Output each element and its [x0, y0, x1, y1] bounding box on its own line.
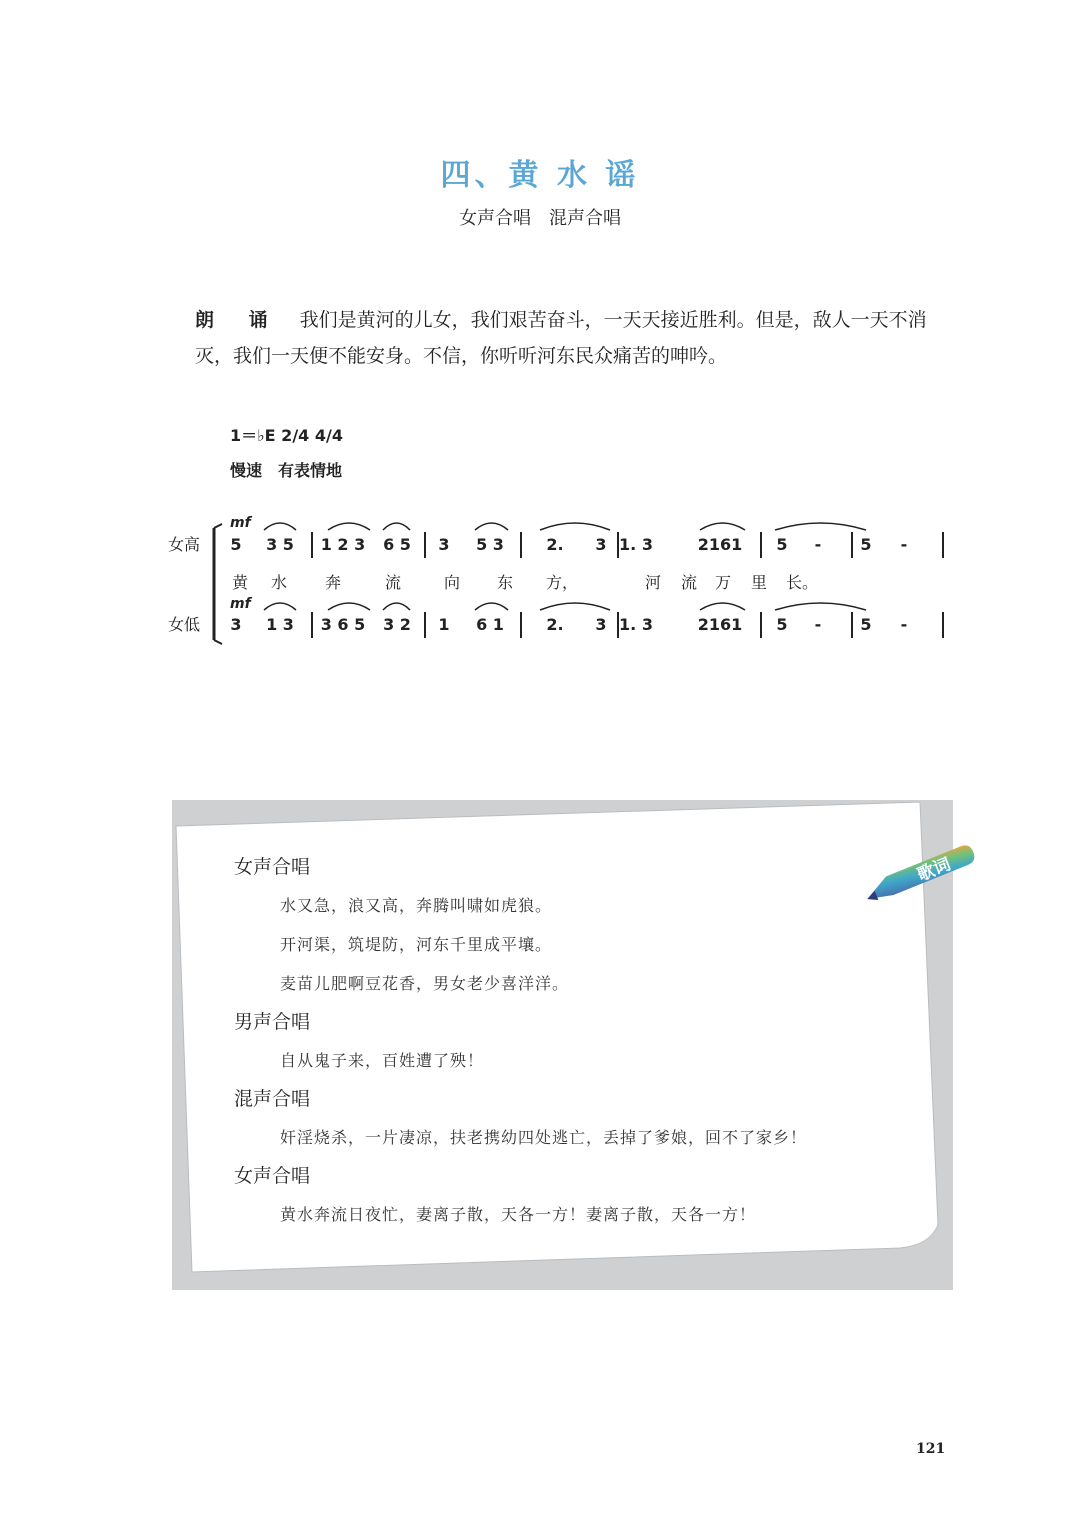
recitation-text: 我们是黄河的儿女，我们艰苦奋斗，一天天接近胜利。但是，敌人一天不消灭，我们一天便不能安身。不信，你听听河东民众痛苦的呻吟。 [195, 309, 927, 367]
lyric-syllable: 黄 [232, 573, 249, 592]
lower-note: 3 [595, 615, 607, 634]
tempo-marking: 慢速 有表情地 [230, 461, 343, 480]
lyric-syllable: 河 [645, 573, 662, 592]
upper-note: 3 5 [266, 535, 294, 554]
badge-label: 歌词 [914, 854, 954, 886]
lower-note: 3 2 [383, 615, 411, 634]
upper-note: 1 2 3 [320, 535, 366, 554]
lower-note: 2161 [697, 615, 743, 634]
lower-note: 3 6 5 [320, 615, 366, 634]
lower-note: 2. [546, 615, 564, 634]
lower-voice-label: 女低 [168, 615, 201, 634]
lyrics-line: 自从鬼子来，百姓遭了殃！ [280, 1051, 485, 1070]
lyrics-part-title: 男声合唱 [234, 1011, 311, 1033]
upper-note: 5 3 [476, 535, 504, 554]
upper-note: - [900, 535, 908, 554]
lower-note: 1 [438, 615, 450, 634]
lyric-syllable: 向 [444, 573, 461, 592]
upper-note: 5 [860, 535, 872, 554]
lyrics-line: 奸淫烧杀，一片凄凉，扶老携幼四处逃亡，丢掉了爹娘，回不了家乡！ [280, 1128, 808, 1147]
lyric-syllable: 万 [715, 573, 732, 592]
upper-note: 1. 3 [619, 535, 653, 554]
page-number: 121 [916, 1441, 946, 1457]
lyrics-part-title: 混声合唱 [234, 1088, 311, 1110]
lyrics-badge [856, 838, 980, 902]
lyrics-line: 麦苗儿肥啊豆花香，男女老少喜洋洋。 [280, 974, 570, 993]
lyric-syllable: 流 [681, 573, 698, 592]
lower-note: 3 [230, 615, 242, 634]
lyric-syllable: 长。 [786, 573, 819, 592]
upper-note: 2161 [697, 535, 743, 554]
upper-note: 5 [776, 535, 788, 554]
lyrics-line: 水又急，浪又高，奔腾叫啸如虎狼。 [280, 896, 553, 915]
lyric-syllable: 奔 [325, 573, 342, 592]
lyric-syllable: 东 [497, 573, 514, 592]
key-signature: 1＝♭E 2/4 4/4 [230, 426, 343, 445]
lyrics-line: 黄水奔流日夜忙，妻离子散，天各一方！妻离子散，天各一方！ [280, 1205, 757, 1224]
upper-note: 5 [230, 535, 242, 554]
lower-note: 1 3 [266, 615, 294, 634]
lower-note: 5 [860, 615, 872, 634]
lower-note: - [900, 615, 908, 634]
page-title: 四、黄 水 谣 [440, 158, 640, 193]
dynamic-mark: mf [230, 596, 251, 612]
upper-note: - [814, 535, 822, 554]
lower-note: 6 1 [476, 615, 504, 634]
lower-note: 1. 3 [619, 615, 653, 634]
recitation-label: 朗 诵 [195, 309, 282, 331]
upper-note: 2. [546, 535, 564, 554]
dynamic-mark: mf [230, 515, 251, 531]
page-subtitle: 女声合唱 混声合唱 [459, 208, 621, 229]
upper-note: 6 5 [383, 535, 411, 554]
lower-note: - [814, 615, 822, 634]
lyric-syllable: 方， [546, 573, 579, 592]
lyric-syllable: 里 [751, 573, 768, 592]
lyrics-card [234, 848, 914, 1234]
lyrics-line: 开河渠，筑堤防，河东千里成平壤。 [280, 935, 553, 954]
lyric-syllable: 水 [271, 573, 288, 592]
lyrics-part-title: 女声合唱 [234, 1165, 311, 1187]
upper-note: 3 [595, 535, 607, 554]
upper-voice-label: 女高 [168, 535, 201, 554]
lyric-syllable: 流 [385, 573, 402, 592]
upper-note: 3 [438, 535, 450, 554]
lower-note: 5 [776, 615, 788, 634]
lyrics-part-title: 女声合唱 [234, 856, 311, 878]
